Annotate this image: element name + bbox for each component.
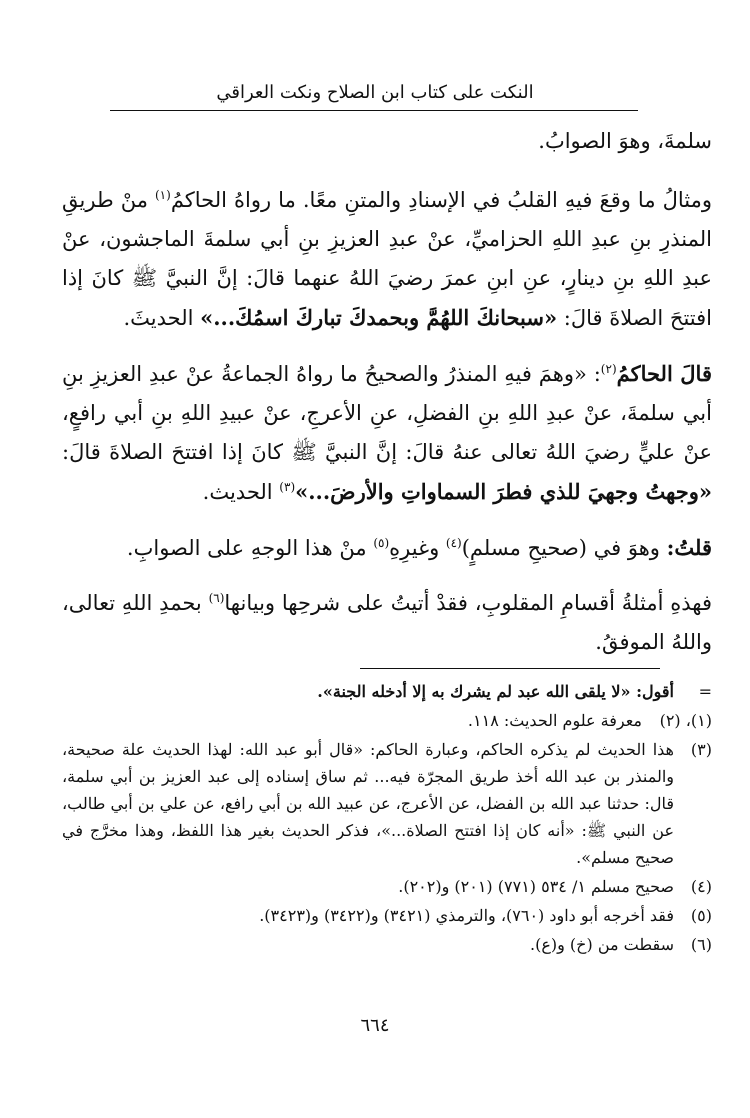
qultu-lead: قلتُ: — [666, 535, 712, 560]
al-hakim-lead: قالَ الحاكمُ — [616, 361, 712, 386]
footnote-ref-5[interactable]: (٥) — [373, 536, 390, 550]
hadith-quote-2: «وجهتُ وجهيَ للذي فطرَ السماواتِ والأرضَ...» — [295, 479, 712, 504]
paragraph-3: قالَ الحاكمُ$^{(٢)}$: «وهمَ فيهِ المنذرُ والصحيحُ ما رواهُ الجماعةُ عنْ عبدِ العزيزِ بنِ أبي سلمةَ، عنْ عبدِ اللهِ بنِ الفضلِ، عنِ الأعرجِ، عنْ عبيدِ اللهِ بنِ أبي رافعٍ، عنْ عليٍّ رضيَ اللهُ تعالى عنهُ قالَ: إنَّ النبيَّ ﷺ كانَ إذا افتتحَ الصلاةَ قالَ: «وجهتُ وجهيَ للذي فطرَ السماواتِ والأرضَ...»$^{(٣)}$ الحديث. — [62, 361, 712, 504]
running-header: النكت على كتاب ابن الصلاح ونكت العراقي — [216, 82, 534, 103]
paragraph-2: ومثالُ ما وقعَ فيهِ القلبُ في الإسنادِ والمتنِ معًا. ما رواهُ الحاكمُ$^{(١)}$ منْ طريقِ المنذرِ بنِ عبدِ اللهِ الحزاميِّ، عنْ عبدِ العزيزِ بنِ أبي سلمةَ الماجشون، عنْ عبدِ اللهِ بنِ دينارٍ، عنِ ابنِ عمرَ رضيَ اللهُ عنهما قالَ: إنَّ النبيَّ ﷺ كانَ إذا افتتحَ الصلاةَ قالَ: «سبحانكَ اللهُمَّ وبحمدكَ تباركَ اسمُكَ...» الحديثَ. — [62, 188, 712, 330]
footnote-item: (٣) هذا الحديث لم يذكره الحاكم، وعبارة الحاكم: «قال أبو عبد الله: لهذا الحديث علة صحيحة، والمنذر بن عبد الله أخذ طريق المجرّة فيه... ثم ساق إسناده إلى عبد العزيز بن أبي سلمة، قال: حدثنا عبد الله بن الفضل، عن الأعرج، عن عبيد الله بن أبي رافع، عن علي بن أبي طالب، عن النبي ﷺ: «أنه كان إذا افتتح الصلاة...»، فذكر الحديث بغير هذا اللفظ، وهذا مخرَّج في صحيح مسلم». — [62, 740, 712, 867]
footnote-ref-1[interactable]: (١) — [154, 188, 171, 202]
hadith-quote-1: «سبحانكَ اللهُمَّ وبحمدكَ تباركَ اسمُكَ...» — [200, 305, 558, 330]
page-number: ٦٦٤ — [360, 1015, 390, 1036]
footnote-item: = أقول: «لا يلقى الله عبد لم يشرك به إلا أدخله الجنة». — [317, 682, 712, 701]
paragraph-4: قلتُ: وهوَ في (صحيحِ مسلمٍ)$^{(٤)}$ وغيرِهِ$^{(٥)}$ منْ هذا الوجهِ على الصوابِ. — [126, 535, 712, 560]
main-text — [62, 122, 712, 678]
footnote-item: (٥) فقد أخرجه أبو داود (٧٦٠)، والترمذي (٣٤٢١) و(٣٤٢٢) و(٣٤٢٣). — [259, 906, 712, 925]
footnote-ref-4[interactable]: (٤) — [445, 536, 462, 550]
footnote-separator — [360, 668, 660, 669]
footnote-item: (٤) صحيح مسلم ١/ ٥٣٤ (٧٧١) (٢٠١) و(٢٠٢). — [398, 877, 712, 896]
paragraph-5: فهذهِ أمثلةُ أقسامِ المقلوبِ، فقدْ أتيتُ على شرحِها وبيانها$^{(٦)}$ بحمدِ اللهِ تعالى، واللهُ الموفقُ. — [62, 591, 713, 654]
footnote-ref-2[interactable]: (٢) — [600, 362, 617, 376]
paragraph-1: سلمةَ، وهوَ الصوابُ. — [538, 129, 712, 153]
footnote-ref-6[interactable]: (٦) — [208, 591, 225, 605]
footnote-item: (٦) سقطت من (خ) و(ع). — [530, 935, 712, 954]
footnote-ref-3[interactable]: (٣) — [279, 480, 296, 494]
footnote-item: (١)، (٢) معرفة علوم الحديث: ١١٨. — [467, 711, 712, 730]
footnotes — [62, 678, 712, 960]
header-rule — [110, 110, 638, 111]
